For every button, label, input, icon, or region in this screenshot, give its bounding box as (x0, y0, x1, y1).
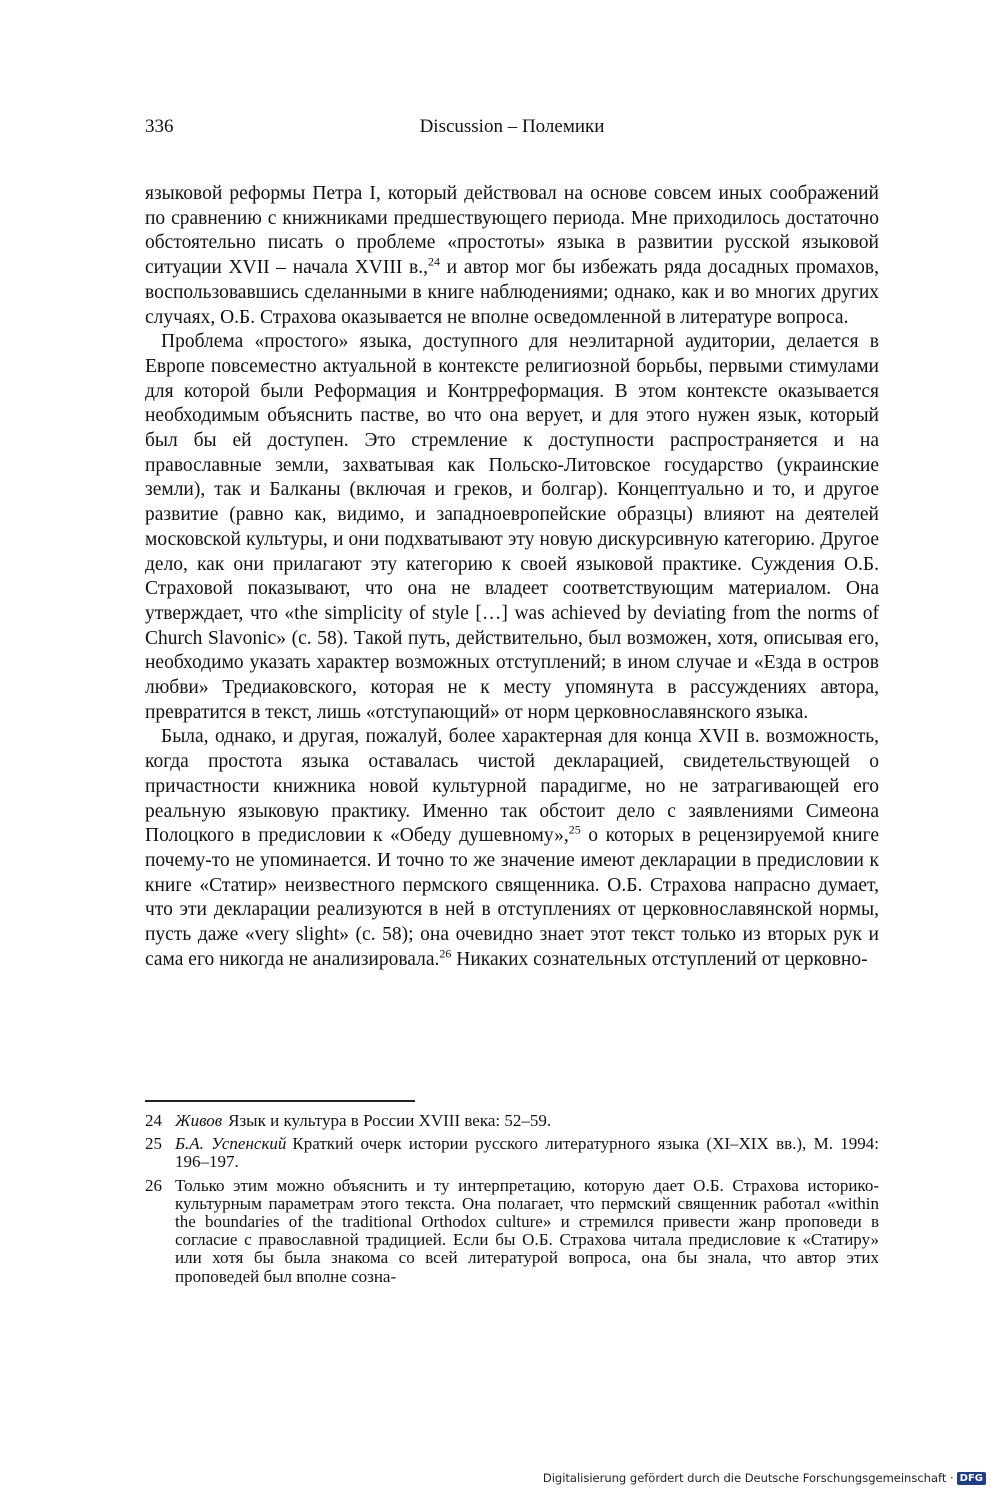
paragraph-text: языковой реформы Петра I, который действовал на основе совсем иных соображений по сравнению с книжниками предшествующего периода. Мне приходилось достаточно обстоятельно писать о проблеме «простоты» языка в развитии русской языковой ситуации XVII – начала XVIII в., (145, 183, 879, 279)
dfg-logo: DFG (957, 1472, 986, 1485)
page-number: 336 (145, 116, 174, 137)
footnote-ref: 24 (427, 254, 440, 269)
footnote-number: 26 (145, 1175, 162, 1195)
paragraph (145, 725, 879, 972)
paragraph: Проблема «простого» языка, доступного для неэлитарной аудитории, делается в Европе повсеместно актуальной в контексте религиозной борьбы, первыми стимулами для которой были Реформация и Контрреформация. В этом контексте оказывается необходимым объяснить пастве, во что она верует, и для этого нужен язык, который был бы ей доступен. Это стремление к доступности распространяется и на православные земли, захватывая как Польско-Литовское государство (украинские земли), так и Балканы (включая и греков, и болгар). Концептуально и то, и другое развитие (равно как, видимо, и западноевропейские образцы) влияют на деятелей московской культуры, и они подхватывают эту новую дискурсивную категорию. Другое дело, как они прилагают эту категорию к своей языковой практике. Суждения О.Б. Страховой показывают, что она не владеет соответствующим материалом. Она утверждает, что «the simplicity of style […] was achieved by deviating from the norms of Church Slavonic» (с. 58). Такой путь, действительно, был возможен, хотя, описывая его, необходимо указать характер возможных отступлений; в ином случае и «Езда в остров любви» Тредиаковского, которая не к месту упомянута в рассуждениях автора, превратится в текст, лишь «отступающий» от норм церковнославянского языка. (145, 331, 879, 723)
paragraph-text: о которых в рецензируемой книге почему-то не упоминается. И точно то же значение имеют декларации в предисловии к книге «Статир» неизвестного пермского священника. О.Б. Страхова напрасно думает, что эти декларации реализуются в ней в отступлениях от церковнославянской нормы, пусть даже «very slight» (с. 58); она очевидно знает этот текст только из вторых рук и сама его никогда не анализировала. (145, 825, 879, 970)
footnote-ref: 25 (568, 822, 581, 837)
footnote-author: Б.А. Успенский (175, 1134, 287, 1154)
paragraph-text: и автор мог бы избежать ряда досадных промахов, воспользовавшись сделанными в книге наблюдениями; однако, как и во многих других случаях, О.Б. Страхова оказывается не вполне осведомленной в литературе вопроса. (145, 257, 879, 328)
footnote (145, 1177, 879, 1286)
digitization-footer (543, 1471, 986, 1485)
footnote (145, 1135, 879, 1171)
footnote-text: Язык и культура в России XVIII века: 52–59. (228, 1111, 552, 1130)
footnote-number: 25 (145, 1134, 162, 1154)
footnotes (145, 1112, 879, 1291)
paragraph (145, 182, 879, 330)
running-head: Discussion – Полемики (419, 116, 605, 137)
footnote-text: Краткий очерк истории русского литературного языка (XI–XIX вв.), М. 1994: 196–197. (175, 1134, 880, 1172)
footnote-ref: 26 (439, 946, 452, 961)
paragraph-text: Была, однако, и другая, пожалуй, более характерная для конца XVII в. возможность, когда простота языка оставалась чистой декларацией, свидетельствующей о причастности книжника новой культурной парадигме, но не затрагивающей его реальную языковую практику. Именно так обстоит дело с заявлениями Симеона Полоцкого в предисловии к «Обеду душевному», (145, 726, 879, 847)
footnote-text: Только этим можно объяснить и ту интерпретацию, которую дает О.Б. Страхова историко-культурным параметрам этого текста. Она полагает, что пермский священник работал «within the boundaries of the traditional Orthodox culture» и стремился привести жанр проповеди в согласие с православной традицией. Если бы О.Б. Страхова читала предисловие к «Статиру» или хотя бы была знакома со всей литературой вопроса, она бы знала, что автор этих проповедей был вполне созна- (175, 1175, 879, 1286)
body-text (145, 182, 879, 973)
footnote-divider (145, 1100, 415, 1102)
footnote-number: 24 (145, 1111, 162, 1130)
digitization-text: Digitalisierung gefördert durch die Deutsche Forschungsgemeinschaft · (542, 1471, 954, 1485)
footnote (145, 1112, 879, 1130)
footnote-author: Живов (175, 1111, 223, 1130)
page-header (145, 116, 879, 144)
paragraph-text: Никаких сознательных отступлений от церковно- (451, 948, 868, 970)
